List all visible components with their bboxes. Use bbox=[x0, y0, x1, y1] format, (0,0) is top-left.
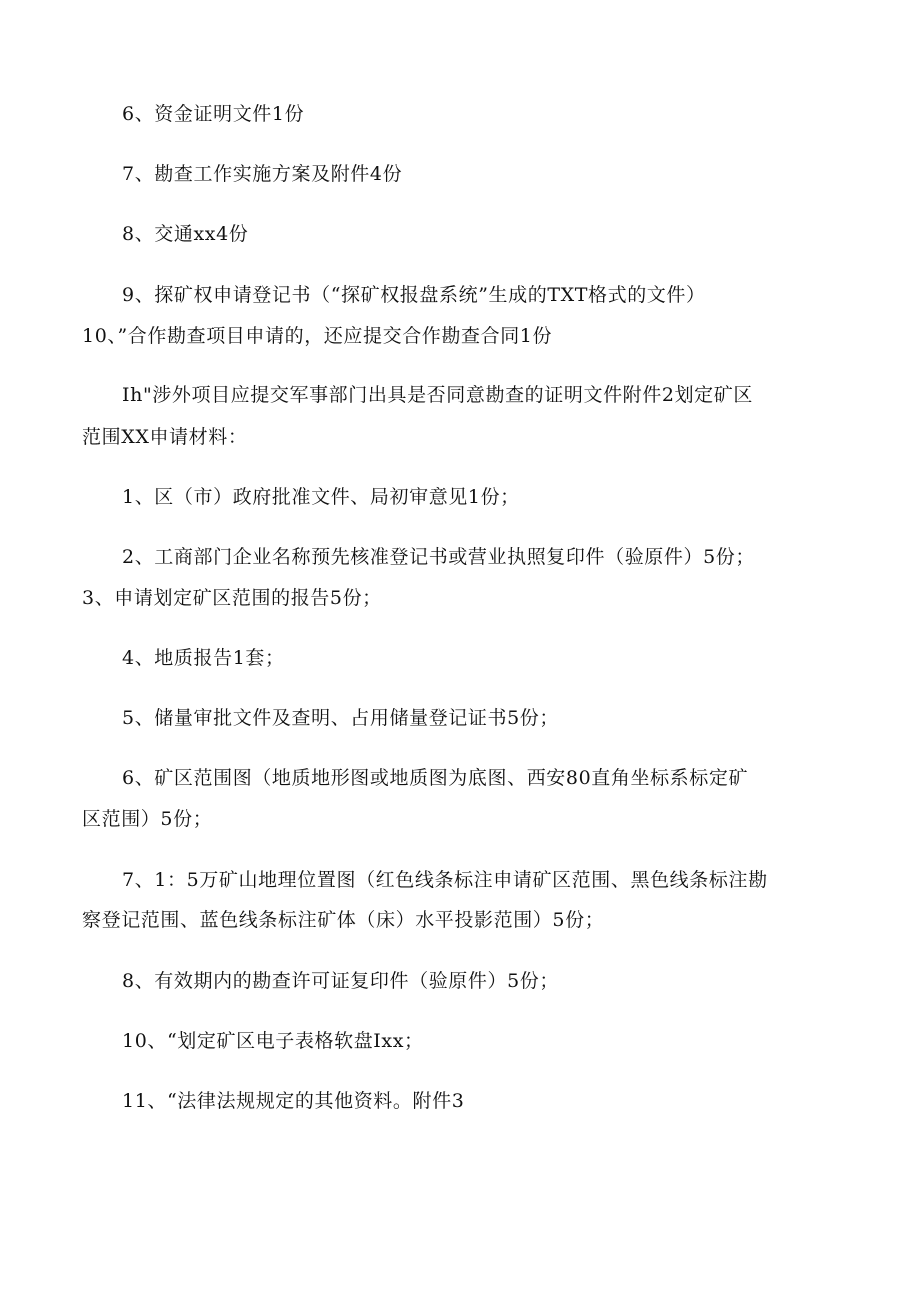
doc-line-14: 区范围）5份； bbox=[82, 808, 213, 830]
doc-line-7: 范围XX申请材料： bbox=[82, 426, 248, 448]
doc-line-19: 11、“法律法规规定的其他资料。附件3 bbox=[122, 1090, 465, 1112]
doc-line-18: 10、“划定矿区电子表格软盘Ixx； bbox=[122, 1030, 424, 1052]
doc-line-12: 5、储量审批文件及查明、占用储量登记证书5份； bbox=[122, 707, 559, 729]
doc-line-5: 10、”合作勘查项目申请的，还应提交合作勘查合同1份 bbox=[82, 325, 553, 347]
doc-line-8: 1、区（市）政府批准文件、局初审意见1份； bbox=[122, 486, 520, 508]
doc-line-10: 3、申请划定矿区范围的报告5份； bbox=[82, 587, 382, 609]
doc-line-3: 8、交通xx4份 bbox=[122, 223, 249, 245]
doc-line-1: 6、资金证明文件1份 bbox=[122, 103, 305, 125]
doc-line-17: 8、有效期内的勘查许可证复印件（验原件）5份； bbox=[122, 970, 559, 992]
doc-line-6: Ih"涉外项目应提交军事部门出具是否同意勘查的证明文件附件2划定矿区 bbox=[122, 384, 753, 406]
doc-line-9: 2、工商部门企业名称预先核准登记书或营业执照复印件（验原件）5份； bbox=[122, 546, 755, 568]
doc-line-16: 察登记范围、蓝色线条标注矿体（床）水平投影范围）5份； bbox=[82, 909, 605, 931]
doc-line-11: 4、地质报告1套； bbox=[122, 647, 285, 669]
doc-line-13: 6、矿区范围图（地质地形图或地质图为底图、西安80直角坐标系标定矿 bbox=[122, 767, 749, 789]
doc-line-4: 9、探矿权申请登记书（“探矿权报盘系统”生成的TXT格式的文件） bbox=[122, 284, 706, 306]
doc-line-15: 7、1：5万矿山地理位置图（红色线条标注申请矿区范围、黑色线条标注勘 bbox=[122, 869, 768, 891]
doc-line-2: 7、勘查工作实施方案及附件4份 bbox=[122, 163, 403, 185]
